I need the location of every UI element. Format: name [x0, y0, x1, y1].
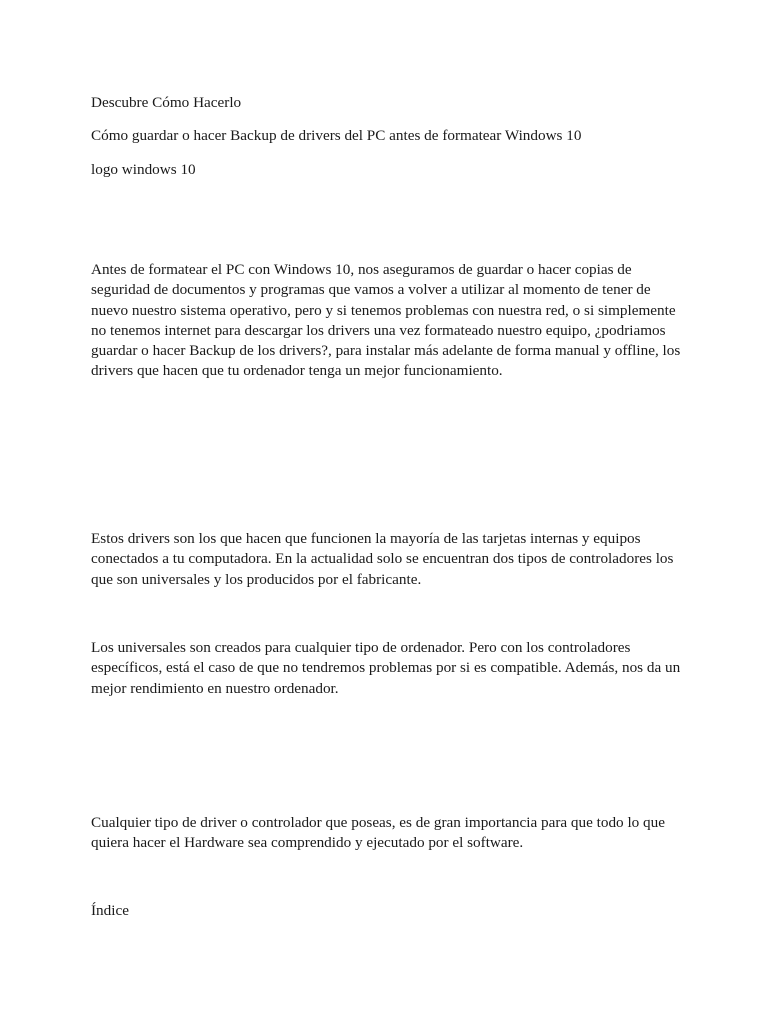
paragraph-line: drivers que hacen que tu ordenador tenga un mejor funcionamiento. [91, 362, 503, 380]
paragraph-universal [91, 638, 691, 699]
paragraph-line: seguridad de documentos y programas que vamos a volver a utilizar al momento de tener de [91, 281, 651, 299]
paragraph-line: Cualquier tipo de driver o controlador que poseas, es de gran importancia para que todo lo que [91, 814, 665, 831]
paragraph-line: mejor rendimiento en nuestro ordenador. [91, 679, 339, 697]
article-title: Cómo guardar o hacer Backup de drivers del PC antes de formatear Windows 10 [91, 127, 582, 144]
paragraph-line: Los universales son creados para cualquier tipo de ordenador. Pero con los controladores [91, 639, 631, 656]
paragraph-line: conectados a tu computadora. En la actualidad solo se encuentran dos tipos de controladores los [91, 550, 674, 568]
paragraph-drivers [91, 529, 691, 590]
paragraph-line: específicos, está el caso de que no tendremos problemas por si es compatible. Además, nos da un [91, 659, 681, 677]
paragraph-line: Estos drivers son los que hacen que funcionen la mayoría de las tarjetas internas y equipos [91, 530, 641, 547]
paragraph-line: no tenemos internet para descargar los drivers una vez formateado nuestro equipo, ¿podriamos [91, 321, 666, 339]
paragraph-line: nuevo nuestro sistema operativo, pero y si tenemos problemas con nuestra red, o si simplemente [91, 301, 676, 319]
paragraph-line: que son universales y los producidos por el fabricante. [91, 570, 422, 588]
paragraph-line: Antes de formatear el PC con Windows 10, nos aseguramos de guardar o hacer copias de [91, 261, 632, 278]
paragraph-line: quiera hacer el Hardware sea comprendido y ejecutado por el software. [91, 834, 524, 852]
paragraph-intro [91, 260, 691, 382]
paragraph-line: guardar o hacer Backup de los drivers?, para instalar más adelante de forma manual y offline, los [91, 342, 681, 360]
index-heading: Índice [91, 902, 129, 919]
document-heading: Descubre Cómo Hacerlo [91, 94, 242, 111]
paragraph-importance [91, 813, 691, 854]
image-caption: logo windows 10 [91, 161, 196, 178]
